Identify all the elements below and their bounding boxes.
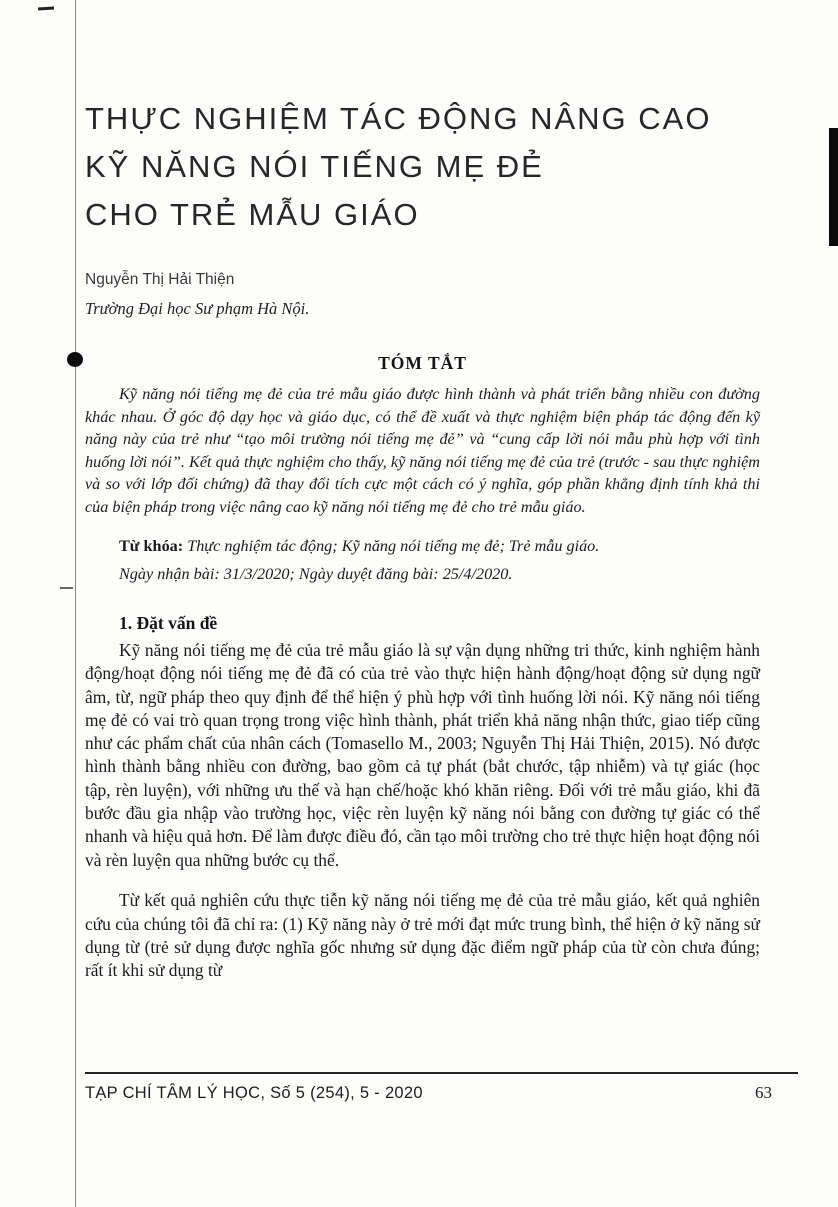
scan-mark-top-left	[38, 6, 54, 10]
scan-left-edge-line	[75, 0, 76, 1207]
section-1-heading: 1. Đặt vấn đề	[119, 612, 218, 633]
footer-row	[85, 1083, 798, 1103]
submission-dates: Ngày nhận bài: 31/3/2020; Ngày duyệt đăng bài: 25/4/2020.	[119, 565, 513, 584]
keywords-label: Từ khóa:	[119, 536, 184, 555]
keywords-line	[85, 535, 760, 558]
section-1-paragraph-2: Từ kết quả nghiên cứu thực tiễn kỹ năng nói tiếng mẹ đẻ của trẻ mẫu giáo, kết quả nghiên cứu của chúng tôi đã chỉ ra: (1) Kỹ năng này ở trẻ mới đạt mức trung bình, thể hiện ở kỹ năng sử dụng từ (trẻ sử dụng được nghĩa gốc nhưng sử dụng đặc điểm ngữ pháp của từ còn chưa đúng; rất ít khi sử dụng từ	[85, 890, 760, 981]
scan-mark-left-middle	[60, 587, 73, 589]
footer-rule	[85, 1072, 798, 1074]
article-title-line-2: KỸ NĂNG NÓI TIẾNG MẸ ĐẺ	[85, 149, 544, 184]
article-title-line-1: THỰC NGHIỆM TÁC ĐỘNG NÂNG CAO	[85, 101, 712, 136]
page-number: 63	[755, 1083, 772, 1102]
keywords-text: Thực nghiệm tác động; Kỹ năng nói tiếng mẹ đẻ; Trẻ mẫu giáo.	[183, 536, 600, 555]
author-name: Nguyễn Thị Hải Thiện	[85, 271, 235, 288]
scan-right-edge-bar	[829, 128, 838, 246]
article-title	[85, 95, 760, 239]
author-affiliation: Trường Đại học Sư phạm Hà Nội.	[85, 299, 310, 318]
journal-citation: TẠP CHÍ TÂM LÝ HỌC, Số 5 (254), 5 - 2020	[85, 1084, 423, 1102]
scan-ink-dot	[67, 352, 83, 367]
section-1-paragraph-1: Kỹ năng nói tiếng mẹ đẻ của trẻ mẫu giáo là sự vận dụng những tri thức, kinh nghiệm hành động/hoạt động nói tiếng mẹ đẻ đã có của trẻ vào thực hiện hành động/hoạt động sử dụng ngữ âm, từ, ngữ pháp theo quy định để thể hiện ý phù hợp với tình huống lời nói. Kỹ năng nói tiếng mẹ đẻ có vai trò quan trọng trong việc hình thành, phát triển khả năng nhận thức, giao tiếp cũng như các phẩm chất của nhân cách (Tomasello M., 2003; Nguyễn Thị Hải Thiện, 2015). Nó được hình thành bằng nhiều con đường, bao gồm cả tự phát (bắt chước, tập nhiễm) và tự giác (học tập, rèn luyện), với những ưu thế và hạn chế/hoặc khó khăn riêng. Đối với trẻ mẫu giáo, khi đã bước đầu gia nhập vào trường học, việc rèn luyện kỹ năng nói bằng con đường tự giác có thể nhanh và hiệu quả hơn. Để làm được điều đó, cần tạo môi trường cho trẻ thực hiện hoạt động nói và rèn luyện qua những bước cụ thể.	[85, 639, 760, 870]
abstract-text: Kỹ năng nói tiếng mẹ đẻ của trẻ mẫu giáo được hình thành và phát triển bằng nhiều con đường khác nhau. Ở góc độ dạy học và giáo dục, có thể đề xuất và thực nghiệm biện pháp tác động đến kỹ năng này của trẻ như “tạo môi trường nói tiếng mẹ đẻ” và “cung cấp lời nói mẫu phù hợp với tình huống lời nói”. Kết quả thực nghiệm cho thấy, kỹ năng nói tiếng mẹ đẻ của trẻ (trước - sau thực nghiệm và so với lớp đối chứng) đã thay đổi tích cực một cách có ý nghĩa, góp phần khẳng định tính khả thi của biện pháp trong việc nâng cao kỹ năng nói tiếng mẹ đẻ cho trẻ mẫu giáo.	[85, 385, 760, 516]
page-footer	[85, 1072, 798, 1103]
article-title-line-3: CHO TRẺ MẪU GIÁO	[85, 197, 420, 232]
abstract-heading: TÓM TẮT	[378, 353, 467, 373]
